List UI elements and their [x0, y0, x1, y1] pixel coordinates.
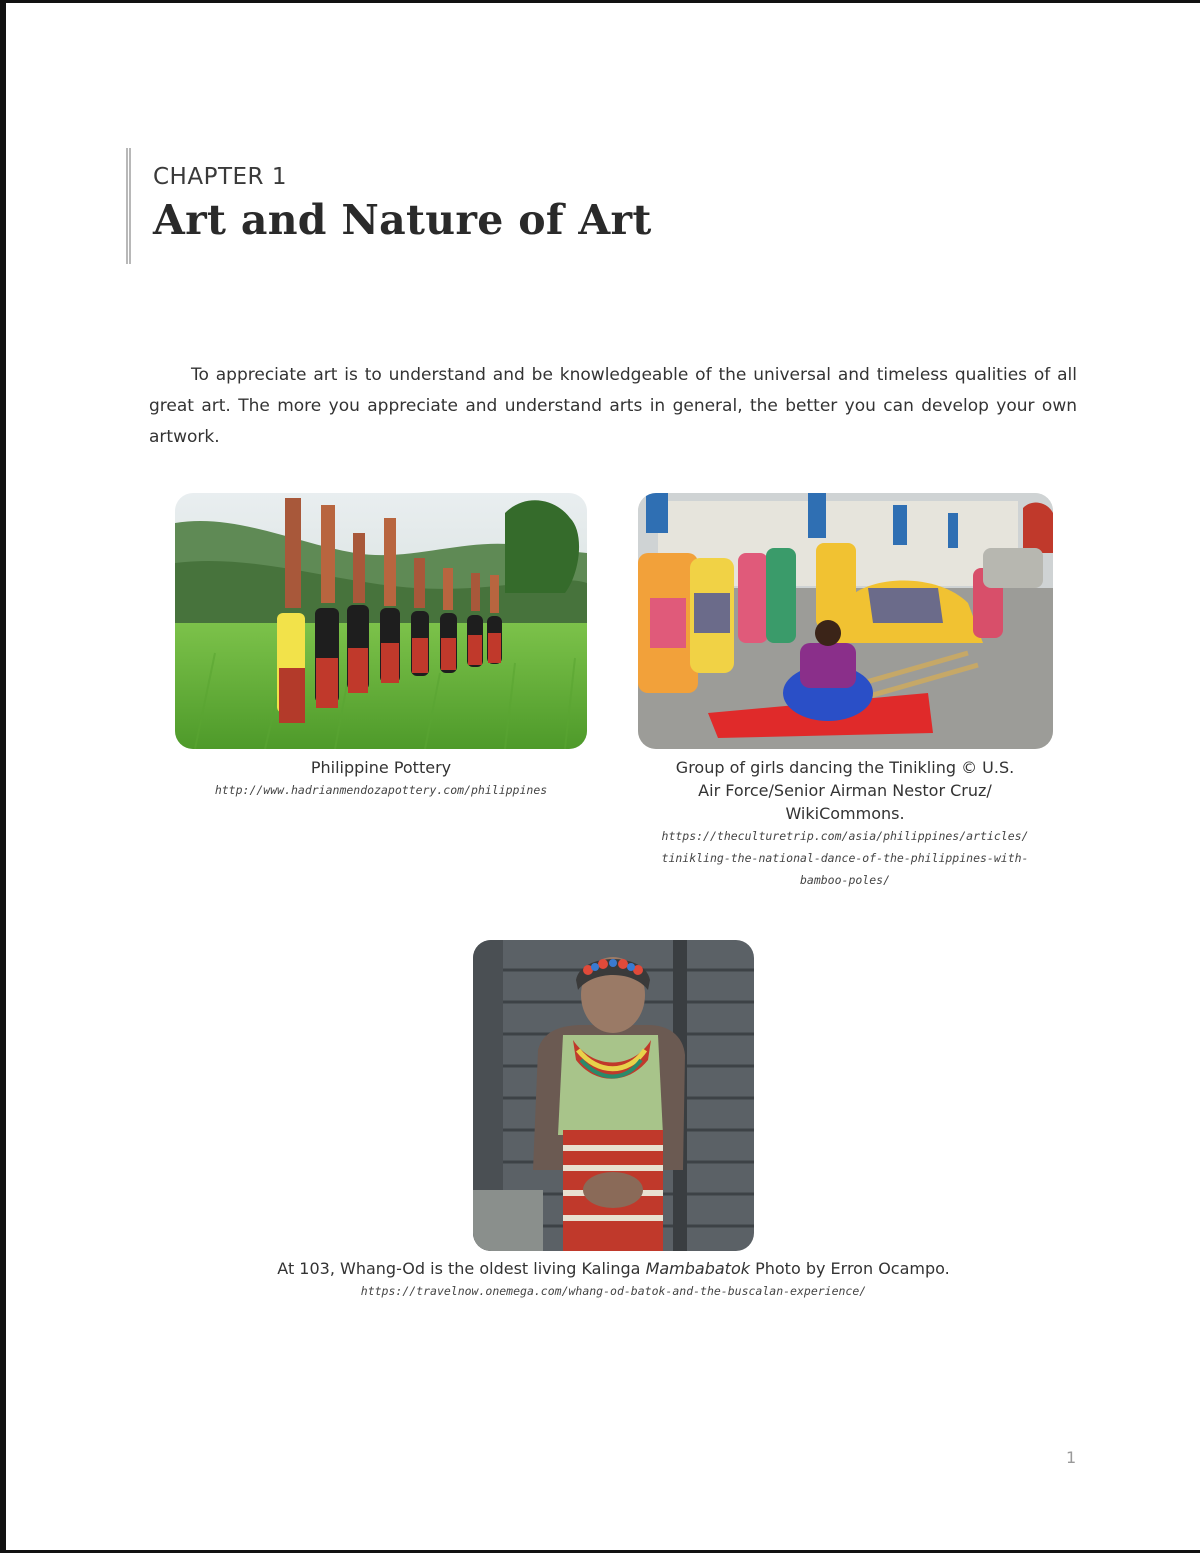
tinikling-url-line2: tinikling-the-national-dance-of-the-philippines-with- [661, 851, 1029, 865]
tinikling-url-line3: bamboo-poles/ [799, 873, 890, 887]
page-number: 1 [1066, 1448, 1077, 1467]
tinikling-caption [610, 756, 1080, 891]
tinikling-caption-line3: WikiCommons. [785, 804, 905, 823]
pottery-caption [150, 756, 612, 801]
chapter-label: CHAPTER 1 [153, 164, 287, 190]
chapter-title: Art and Nature of Art [153, 196, 652, 244]
tinikling-caption-line2: Air Force/Senior Airman Nestor Cruz/ [698, 781, 992, 800]
whangod-caption-title [160, 1257, 1067, 1280]
intro-paragraph: To appreciate art is to understand and be knowledgeable of the universal and timeless qualities of all great art. The more you appreciate and understand arts in general, the better you can develop your own artwork. [149, 365, 1077, 447]
tinikling-url-line1: https://theculturetrip.com/asia/philippines/articles/ [661, 829, 1029, 843]
whangod-photo [473, 940, 754, 1251]
whangod-caption-before: At 103, Whang-Od is the oldest living Kalinga [277, 1259, 646, 1278]
pottery-caption-url: http://www.hadrianmendozapottery.com/philippines [214, 783, 548, 797]
chapter-heading [126, 148, 652, 264]
whangod-caption-emphasis: Mambabatok [645, 1259, 751, 1278]
whangod-caption-after: Photo by Erron Ocampo. [750, 1259, 950, 1278]
pottery-photo [175, 493, 587, 749]
pottery-caption-title: Philippine Pottery [310, 758, 452, 777]
tinikling-photo [638, 493, 1053, 749]
whangod-caption [160, 1257, 1067, 1302]
whangod-caption-url: https://travelnow.onemega.com/whang-od-batok-and-the-buscalan-experience/ [360, 1284, 867, 1298]
tinikling-caption-line1: Group of girls dancing the Tinikling © U.S. [675, 758, 1015, 777]
